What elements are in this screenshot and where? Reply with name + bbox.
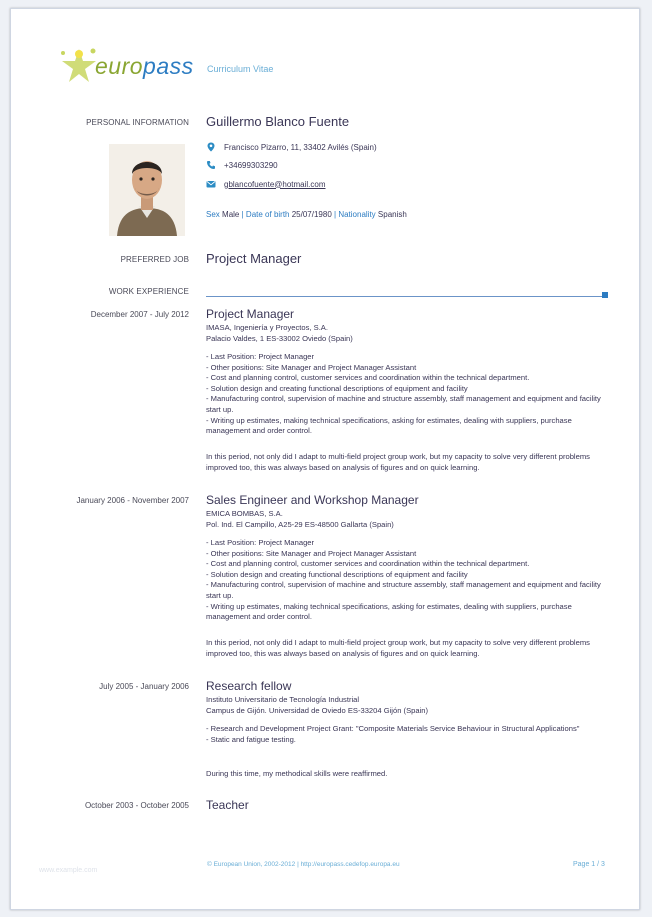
duty-line: - Research and Development Project Grant: "Composite Materials Service Behaviour in Structural Applications" <box>206 724 580 733</box>
job-note: In this period, not only did I adapt to multi-field project group work, but my capacity to solve very different problems improved too, this was always based on analysis of figures and on quick learning. <box>206 452 590 472</box>
watermark: www.example.com <box>39 867 98 874</box>
email-row[interactable] <box>206 179 606 189</box>
personal-details: Sex Male | Date of birth 25/07/1980 | Nationality Spanish <box>206 210 407 219</box>
job-date: July 2005 - January 2006 <box>99 682 189 691</box>
job-date: October 2003 - October 2005 <box>84 801 189 810</box>
duty-line: - Last Position: Project Manager <box>206 352 315 361</box>
logo-wordmark: europass <box>95 53 194 79</box>
job-company: Instituto Universitario de Tecnología Industrial <box>206 695 360 704</box>
preferred-job-label: PREFERRED JOB <box>120 255 189 264</box>
divider-marker <box>602 292 608 298</box>
duty-line: - Solution design and creating functional descriptions of equipment and facility <box>206 569 468 579</box>
nationality-key: Nationality <box>338 210 376 219</box>
job-note: In this period, not only did I adapt to multi-field project group work, but my capacity to solve very different problems improved too, this was always based on analysis of figures and on quick learning. <box>206 638 590 658</box>
section-divider <box>206 296 606 297</box>
job-date: December 2007 - July 2012 <box>90 310 189 319</box>
work-experience-label: WORK EXPERIENCE <box>108 287 189 296</box>
job-title: Sales Engineer and Workshop Manager <box>206 493 419 507</box>
footer-copyright[interactable]: © European Union, 2002-2012 | http://europass.cedefop.europa.eu <box>207 861 400 868</box>
job-title: Project Manager <box>206 307 295 321</box>
job-title: Research fellow <box>206 679 292 693</box>
location-pin-icon <box>206 142 216 152</box>
europass-logo <box>59 39 209 94</box>
address-text: Francisco Pizarro, 11, 33402 Avilés (Spain) <box>224 142 377 152</box>
job-title: Teacher <box>206 798 249 812</box>
duty-line: - Other positions: Site Manager and Project Manager Assistant <box>206 548 417 558</box>
job-note: During this time, my methodical skills were reaffirmed. <box>206 769 388 778</box>
job-duties <box>206 352 606 437</box>
sex-value: Male <box>222 210 240 219</box>
job-address: Campus de Gijón. Universidad de Oviedo ES-33204 Gijón (Spain) <box>206 706 429 715</box>
duty-line: - Static and fatigue testing. <box>206 734 296 744</box>
duty-line: - Writing up estimates, making technical specifications, asking for estimates, dealing with suppliers, purchase management and order control. <box>206 601 572 622</box>
duty-line: - Solution design and creating functional descriptions of equipment and facility <box>206 383 468 393</box>
star-figure-icon <box>59 45 99 85</box>
profile-photo <box>109 144 185 236</box>
cv-page <box>10 8 640 910</box>
phone-icon <box>206 160 216 170</box>
preferred-job-value: Project Manager <box>206 251 302 266</box>
job-duties <box>206 538 606 623</box>
phone-row <box>206 160 606 170</box>
duty-line: - Other positions: Site Manager and Project Manager Assistant <box>206 362 417 372</box>
duty-line: - Manufacturing control, supervision of machine and structure assembly, staff management and equipment and facility start up. <box>206 580 601 600</box>
job-duties <box>206 724 606 745</box>
address-row <box>206 142 606 152</box>
job-address: Pol. Ind. El Campillo, A25-29 ES-48500 Gallarta (Spain) <box>206 520 394 529</box>
duty-line: - Cost and planning control, customer services and coordination within the technical department. <box>206 373 530 383</box>
personal-info-label: PERSONAL INFORMATION <box>86 118 189 127</box>
email-link[interactable]: gblancofuente@hotmail.com <box>224 179 326 189</box>
job-company: IMASA, Ingeniería y Proyectos, S.A. <box>206 323 328 332</box>
job-date: January 2006 - November 2007 <box>76 496 189 505</box>
person-name: Guillermo Blanco Fuente <box>206 114 350 129</box>
duty-line: - Cost and planning control, customer services and coordination within the technical department. <box>206 559 530 569</box>
job-address: Palacio Valdes, 1 ES-33002 Oviedo (Spain) <box>206 334 353 343</box>
duty-line: - Writing up estimates, making technical specifications, asking for estimates, dealing with suppliers, purchase management and order control. <box>206 415 572 436</box>
duty-line: - Last Position: Project Manager <box>206 538 315 547</box>
duty-line: - Manufacturing control, supervision of machine and structure assembly, staff management and equipment and facility start up. <box>206 394 601 414</box>
sex-key: Sex <box>206 210 220 219</box>
dob-value: 25/07/1980 <box>291 210 332 219</box>
email-icon <box>206 179 216 189</box>
nationality-value: Spanish <box>377 210 407 219</box>
cv-title: Curriculum Vitae <box>207 64 274 74</box>
job-company: EMICA BOMBAS, S.A. <box>206 509 283 518</box>
page-number: Page 1 / 3 <box>573 861 605 868</box>
phone-text: +34699303290 <box>224 160 278 170</box>
dob-key: Date of birth <box>245 210 290 219</box>
